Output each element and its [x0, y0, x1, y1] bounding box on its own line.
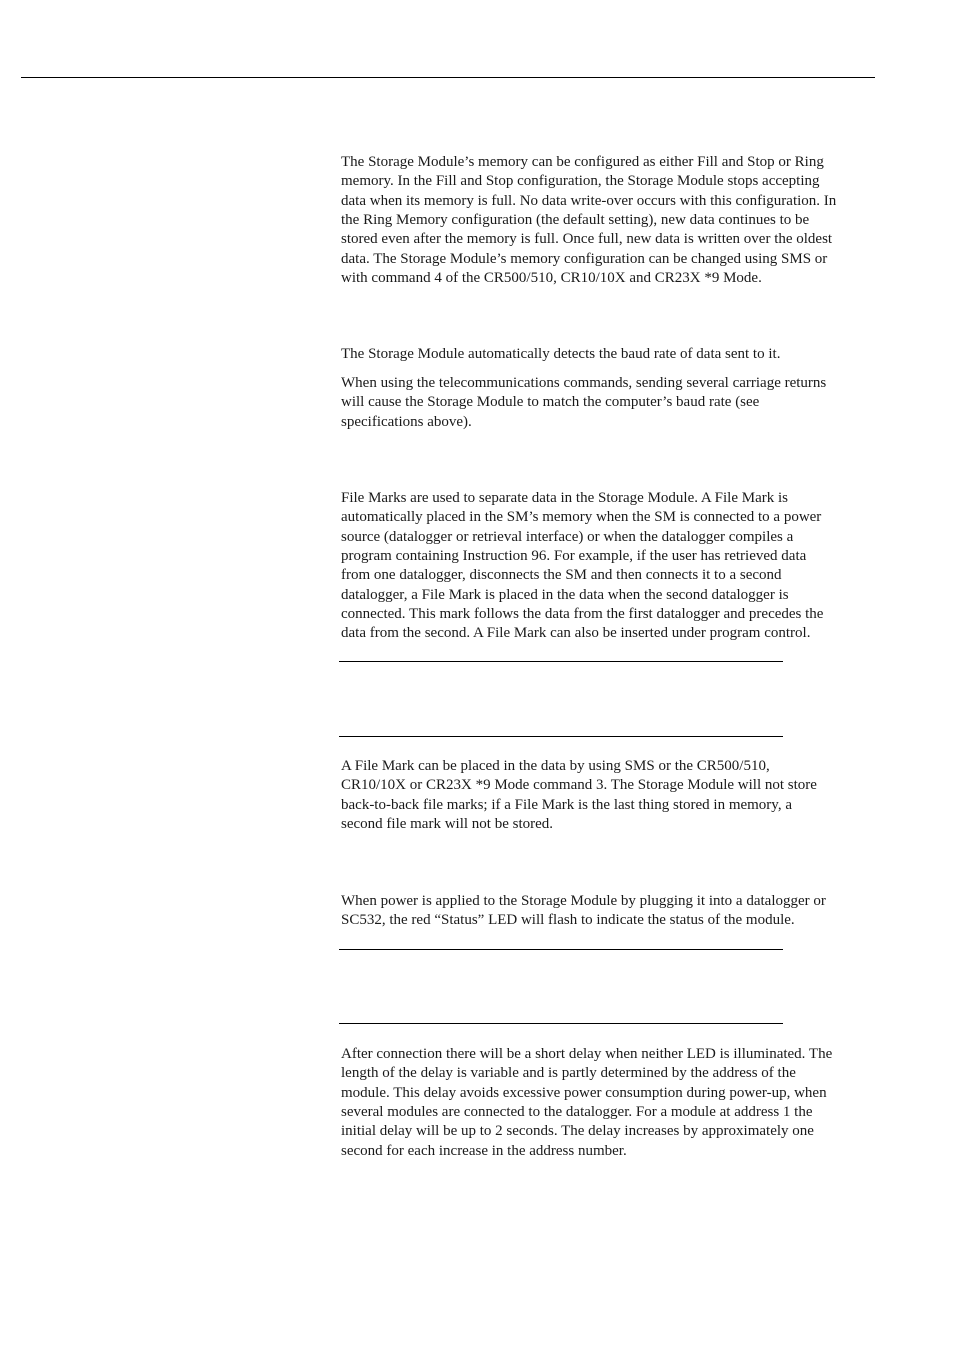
paragraph-baud-rate-detection: The Storage Module automatically detects the baud rate of data sent to it. [341, 346, 781, 362]
paragraph-memory-configuration: The Storage Module’s memory can be configured as either Fill and Stop or Ring memory. In the Fill and Stop configuration, the Storage Module stops accepting data when its memory is full. No data write-over occurs with this configuration. In the Ring Memory configuration (the default setting), new data continues to be stored even after the memory is full. Once full, new data is written over the oldest data. The Storage Module’s memory configuration can be changed using SMS or with command 4 of the CR500/510, CR10/10X and CR23X *9 Mode. [341, 154, 837, 287]
note-rule-top [339, 661, 783, 662]
paragraph-connection-delay: After connection there will be a short delay when neither LED is illuminated. The length of the delay is variable and is partly determined by the address of the module. This delay avoids excessive power consumption during power-up, when several modules are connected to the datalogger. For a module at address 1 the initial delay will be up to 2 seconds. The delay increases by approximately one second for each increase in the address number. [341, 1046, 833, 1159]
note-rule-bottom [339, 736, 783, 737]
header-rule [21, 77, 875, 78]
paragraph-file-mark-placement: A File Mark can be placed in the data by using SMS or the CR500/510, CR10/10X or CR23X *9 Mode command 3. The Storage Module will not store back-to-back file marks; if a File Mark is the last thing stored in memory, a second file mark will not be stored. [341, 758, 817, 833]
paragraph-telecommunications-baud: When using the telecommunications commands, sending several carriage returns will cause the Storage Module to match the computer’s baud rate (see specifications above). [341, 375, 827, 430]
note-rule-bottom-2 [339, 1023, 783, 1024]
paragraph-file-marks: File Marks are used to separate data in the Storage Module. A File Mark is automatically placed in the SM’s memory when the SM is connected to a power source (datalogger or retrieval interface) or when the datalogger compiles a program containing Instruction 96. For example, if the user has retrieved data from one datalogger, disconnects the SM and then connects it to a second datalogger, a File Mark is placed in the data when the second datalogger is connected. This mark follows the data from the first datalogger and precedes the data from the second. A File Mark can also be inserted under program control. [341, 490, 824, 642]
paragraph-power-status-led: When power is applied to the Storage Module by plugging it into a datalogger or SC532, the red “Status” LED will flash to indicate the status of the module. [341, 893, 826, 929]
note-rule-top-2 [339, 949, 783, 950]
